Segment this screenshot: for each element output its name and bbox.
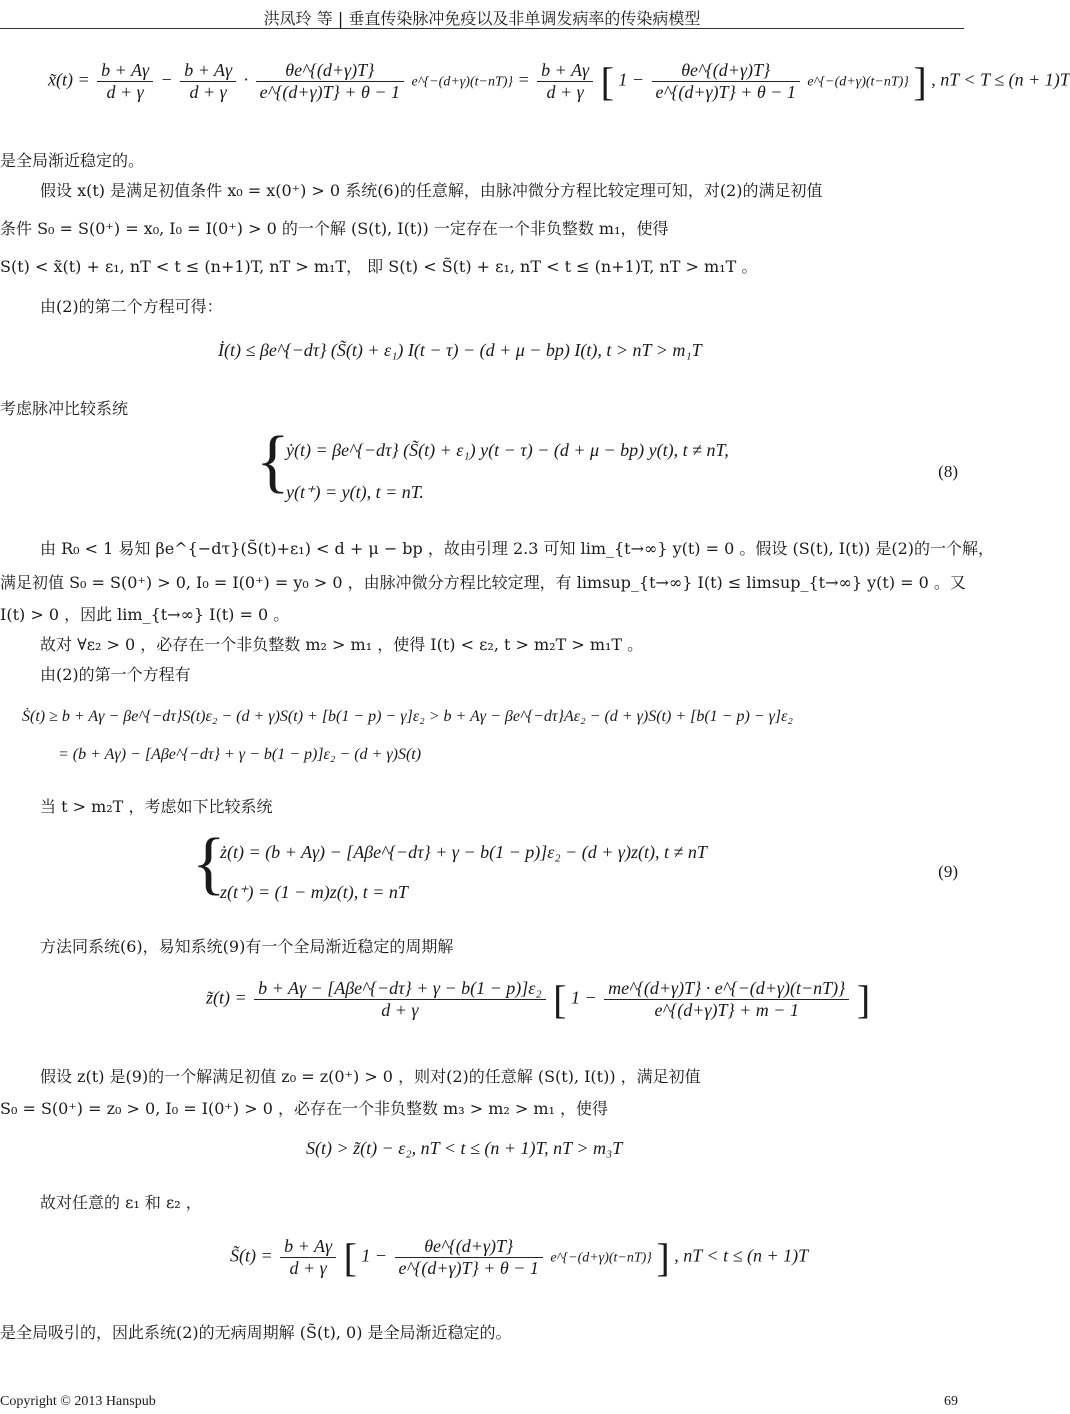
- eq1-frac-b-den: d + γ: [189, 82, 227, 102]
- ef-exp: e^{−(d+γ)(t−nT)}: [550, 1250, 652, 1266]
- eq1-minus: −: [160, 69, 173, 90]
- ef-frac-b-den: e^{(d+γ)T} + θ − 1: [398, 1258, 539, 1278]
- equation-9-line1: ż(t) = (b + Aγ) − [Aβe^{−dτ} + γ − b(1 − p)]ε₂ − (d + γ)z(t), t ≠ nT: [220, 842, 707, 862]
- equation-9-number: (9): [938, 862, 958, 881]
- eq1-exp: e^{−(d+γ)(t−nT)}: [411, 74, 513, 90]
- paragraph-2b: 条件 S₀ = S(0⁺) = x₀, I₀ = I(0⁺) > 0 的一个解 (S(t), I(t)) 一定存在一个非负整数 m₁，使得: [0, 219, 669, 238]
- equation-s-dot-line2: = (b + Aγ) − [Aβe^{−dτ} + γ − b(1 − p)]ε₂ − (d + γ)S(t): [58, 746, 422, 763]
- ef-frac-b: [395, 1236, 543, 1279]
- equation-s-greater: S(t) > z̃(t) − ε₂, nT < t ≤ (n + 1)T, nT > m₃T: [306, 1138, 623, 1158]
- paragraph-10b: S₀ = S(0⁺) = z₀ > 0, I₀ = I(0⁺) > 0 ，必存在一个非负整数 m₃ > m₂ > m₁ ，使得: [0, 1099, 609, 1118]
- eq1-lhs: x̃(t) =: [48, 69, 90, 90]
- paragraph-9: 方法同系统(6)，易知系统(9)有一个全局渐近稳定的周期解: [40, 937, 454, 956]
- eq1-frac-e: [652, 60, 800, 103]
- paragraph-5a: 由 R₀ < 1 易知 βe^{−dτ}(S̃(t)+ε₁) < d + μ − bp ，故由引理 2.3 可知 lim_{t→∞} y(t) = 0 。假设 (S(t), I(t)) 是(2)的一个解，: [40, 539, 994, 558]
- paragraph-1: 是全局渐近稳定的。: [0, 151, 145, 170]
- equation-9-line2: z(t⁺) = (1 − m)z(t), t = nT: [220, 882, 408, 902]
- eq1-frac-c-num: θe^{(d+γ)T}: [256, 60, 404, 82]
- ez-frac-main: [254, 978, 545, 1021]
- paragraph-3: 由(2)的第二个方程可得：: [40, 297, 223, 316]
- paragraph-2c: S(t) < x̃(t) + ε₁, nT < t ≤ (n+1)T, nT > m₁T， 即 S(t) < S̃(t) + ε₁, nT < t ≤ (n+1)T, nT > m₁T 。: [0, 257, 758, 276]
- system-9-brace: {: [192, 825, 226, 902]
- paragraph-12: 是全局吸引的，因此系统(2)的无病周期解 (S̃(t), 0) 是全局渐近稳定的。: [0, 1323, 512, 1342]
- copyright-text: Copyright © 2013 Hanspub: [0, 1394, 156, 1409]
- eq1-frac-b: [180, 60, 236, 103]
- page-footer: [0, 1394, 964, 1410]
- paragraph-2a: 假设 x(t) 是满足初值条件 x₀ = x(0⁺) > 0 系统(6)的任意解，由脉冲微分方程比较定理可知，对(2)的满足初值: [40, 181, 823, 200]
- ez-frac-inner-num: me^{(d+γ)T} · e^{−(d+γ)(t−nT)}: [604, 978, 849, 1000]
- paragraph-4: 考虑脉冲比较系统: [0, 399, 129, 418]
- equation-z-tilde: z̃(t) = $\frac{\text{b + Aγ − [Aβe\textasciicircum{}\{−dτ\} + γ − b(1 − p)]ε₂}}{d + \gamma}$ [ 1 − $\frac{me\^{}\{(d+\gamma)T\} \cdot e\^{}\{-(d+\gamma)(t-nT)\}}{e\^{}\{(d+\gamma)T\} + m - 1}$ ]: [206, 977, 871, 1022]
- equation-8-line1: ẏ(t) = βe^{−dτ} (S̃(t) + ε₁) y(t − τ) − (d + μ − bp) y(t), t ≠ nT,: [286, 440, 729, 460]
- ef-frac-b-num: θe^{(d+γ)T}: [395, 1236, 543, 1258]
- equation-i-dot: İ(t) ≤ βe^{−dτ} (S̃(t) + ε₁) I(t − τ) − (d + μ − bp) I(t), t > nT > m₁T: [218, 340, 702, 360]
- eq1-frac-e-den: e^{(d+γ)T} + θ − 1: [655, 82, 796, 102]
- eq1-frac-d-num: b + Aγ: [537, 60, 593, 82]
- eq1-frac-e-num: θe^{(d+γ)T}: [652, 60, 800, 82]
- equation-x-tilde: x̃(t) = $\frac{b + A\gamma}{d + \gamma}$ − $\frac{b + A\gamma}{d + \gamma}$ · $\frac{\theta e\^{}\{(d+\gamma)T\}}{e\^{}\{(d+\gamma)T\} + \theta - 1}$ e^{−(d+γ)(t−nT)} = $\frac{b + A\gamma}{d + \gamma}$ [ 1 − $\frac{\theta e\^{}\{(d+\gamma)T\}}{e\^{}\{(d+\gamma)T\} + \theta - 1}$ e^{−(d+γ)(t−nT)} ] , nT < T ≤ (n + 1)T: [48, 59, 1070, 104]
- paragraph-10a: 假设 z(t) 是(9)的一个解满足初值 z₀ = z(0⁺) > 0 ，则对(2)的任意解 (S(t), I(t)) ，满足初值: [40, 1067, 701, 1086]
- paragraph-5b: 满足初值 S₀ = S(0⁺) > 0, I₀ = I(0⁺) = y₀ > 0 ，由脉冲微分方程比较定理，有 limsup_{t→∞} I(t) ≤ limsup_{t→∞} y(t) = 0 。又: [0, 573, 966, 592]
- eq1-bracket-one: 1 −: [618, 69, 645, 90]
- ez-den: d + γ: [381, 1000, 419, 1020]
- equation-s-dot-line1: Ṡ(t) ≥ b + Aγ − βe^{−dτ}S(t)ε₂ − (d + γ)S(t) + [b(1 − p) − γ]ε₂ > b + Aγ − βe^{−dτ}Aε₂ − (d + γ)S(t) + [b(1 − p) − γ]ε₂: [22, 708, 793, 725]
- equation-8-number: (8): [938, 462, 958, 481]
- paragraph-8: 当 t > m₂T ，考虑如下比较系统: [40, 797, 273, 816]
- running-header: 洪凤玲 等 | 垂直传染脉冲免疫以及非单调发病率的传染病模型: [263, 9, 701, 28]
- ez-bracket-one: 1 −: [570, 987, 597, 1008]
- eq1-frac-a-num: b + Aγ: [97, 60, 153, 82]
- equation-s-tilde: S̃(t) = $\frac{b + A\gamma}{d + \gamma}$ [ 1 − $\frac{\theta e\^{}\{(d+\gamma)T\}}{e\^{}\{(d+\gamma)T\} + \theta - 1}$ e^{−(d+γ)(t−nT)} ] , nT < t ≤ (n + 1)T: [230, 1235, 809, 1280]
- ez-lhs: z̃(t) =: [206, 987, 247, 1008]
- ez-frac-inner-den: e^{(d+γ)T} + m − 1: [654, 1000, 799, 1020]
- equation-8-line2: y(t⁺) = y(t), t = nT.: [286, 482, 424, 502]
- ef-bracket-one: 1 −: [361, 1245, 388, 1266]
- eq1-frac-a-den: d + γ: [106, 82, 144, 102]
- paragraph-11: 故对任意的 ε₁ 和 ε₂ ，: [40, 1193, 202, 1212]
- paragraph-5c: I(t) > 0 ，因此 lim_{t→∞} I(t) = 0 。: [0, 605, 290, 624]
- ef-lhs: S̃(t) =: [230, 1245, 273, 1266]
- page-number: 69: [944, 1394, 958, 1409]
- eq1-frac-b-num: b + Aγ: [180, 60, 236, 82]
- eq1-frac-d: [537, 60, 593, 103]
- eq1-frac-a: [97, 60, 153, 103]
- eq1-frac-c-den: e^{(d+γ)T} + θ − 1: [259, 82, 400, 102]
- eq1-equals: =: [517, 69, 530, 90]
- eq1-frac-c: [256, 60, 404, 103]
- header-rule: [0, 28, 964, 29]
- ef-frac-a-den: d + γ: [289, 1258, 327, 1278]
- eq1-exp2: e^{−(d+γ)(t−nT)}: [807, 74, 909, 90]
- ez-num: b + Aγ − [Aβe^{−dτ} + γ − b(1 − p)]ε₂: [254, 978, 545, 1000]
- paragraph-7: 由(2)的第一个方程有: [40, 665, 191, 684]
- eq1-frac-d-den: d + γ: [546, 82, 584, 102]
- ef-frac-a-num: b + Aγ: [280, 1236, 336, 1258]
- paragraph-6: 故对 ∀ε₂ > 0 ，必存在一个非负整数 m₂ > m₁ ，使得 I(t) < ε₂, t > m₂T > m₁T 。: [40, 635, 644, 654]
- ef-condition: , nT < t ≤ (n + 1)T: [674, 1245, 809, 1266]
- ez-frac-inner: [604, 978, 849, 1021]
- system-8-brace: {: [256, 423, 290, 500]
- eq1-condition: , nT < T ≤ (n + 1)T: [931, 69, 1070, 90]
- ef-frac-a: [280, 1236, 336, 1279]
